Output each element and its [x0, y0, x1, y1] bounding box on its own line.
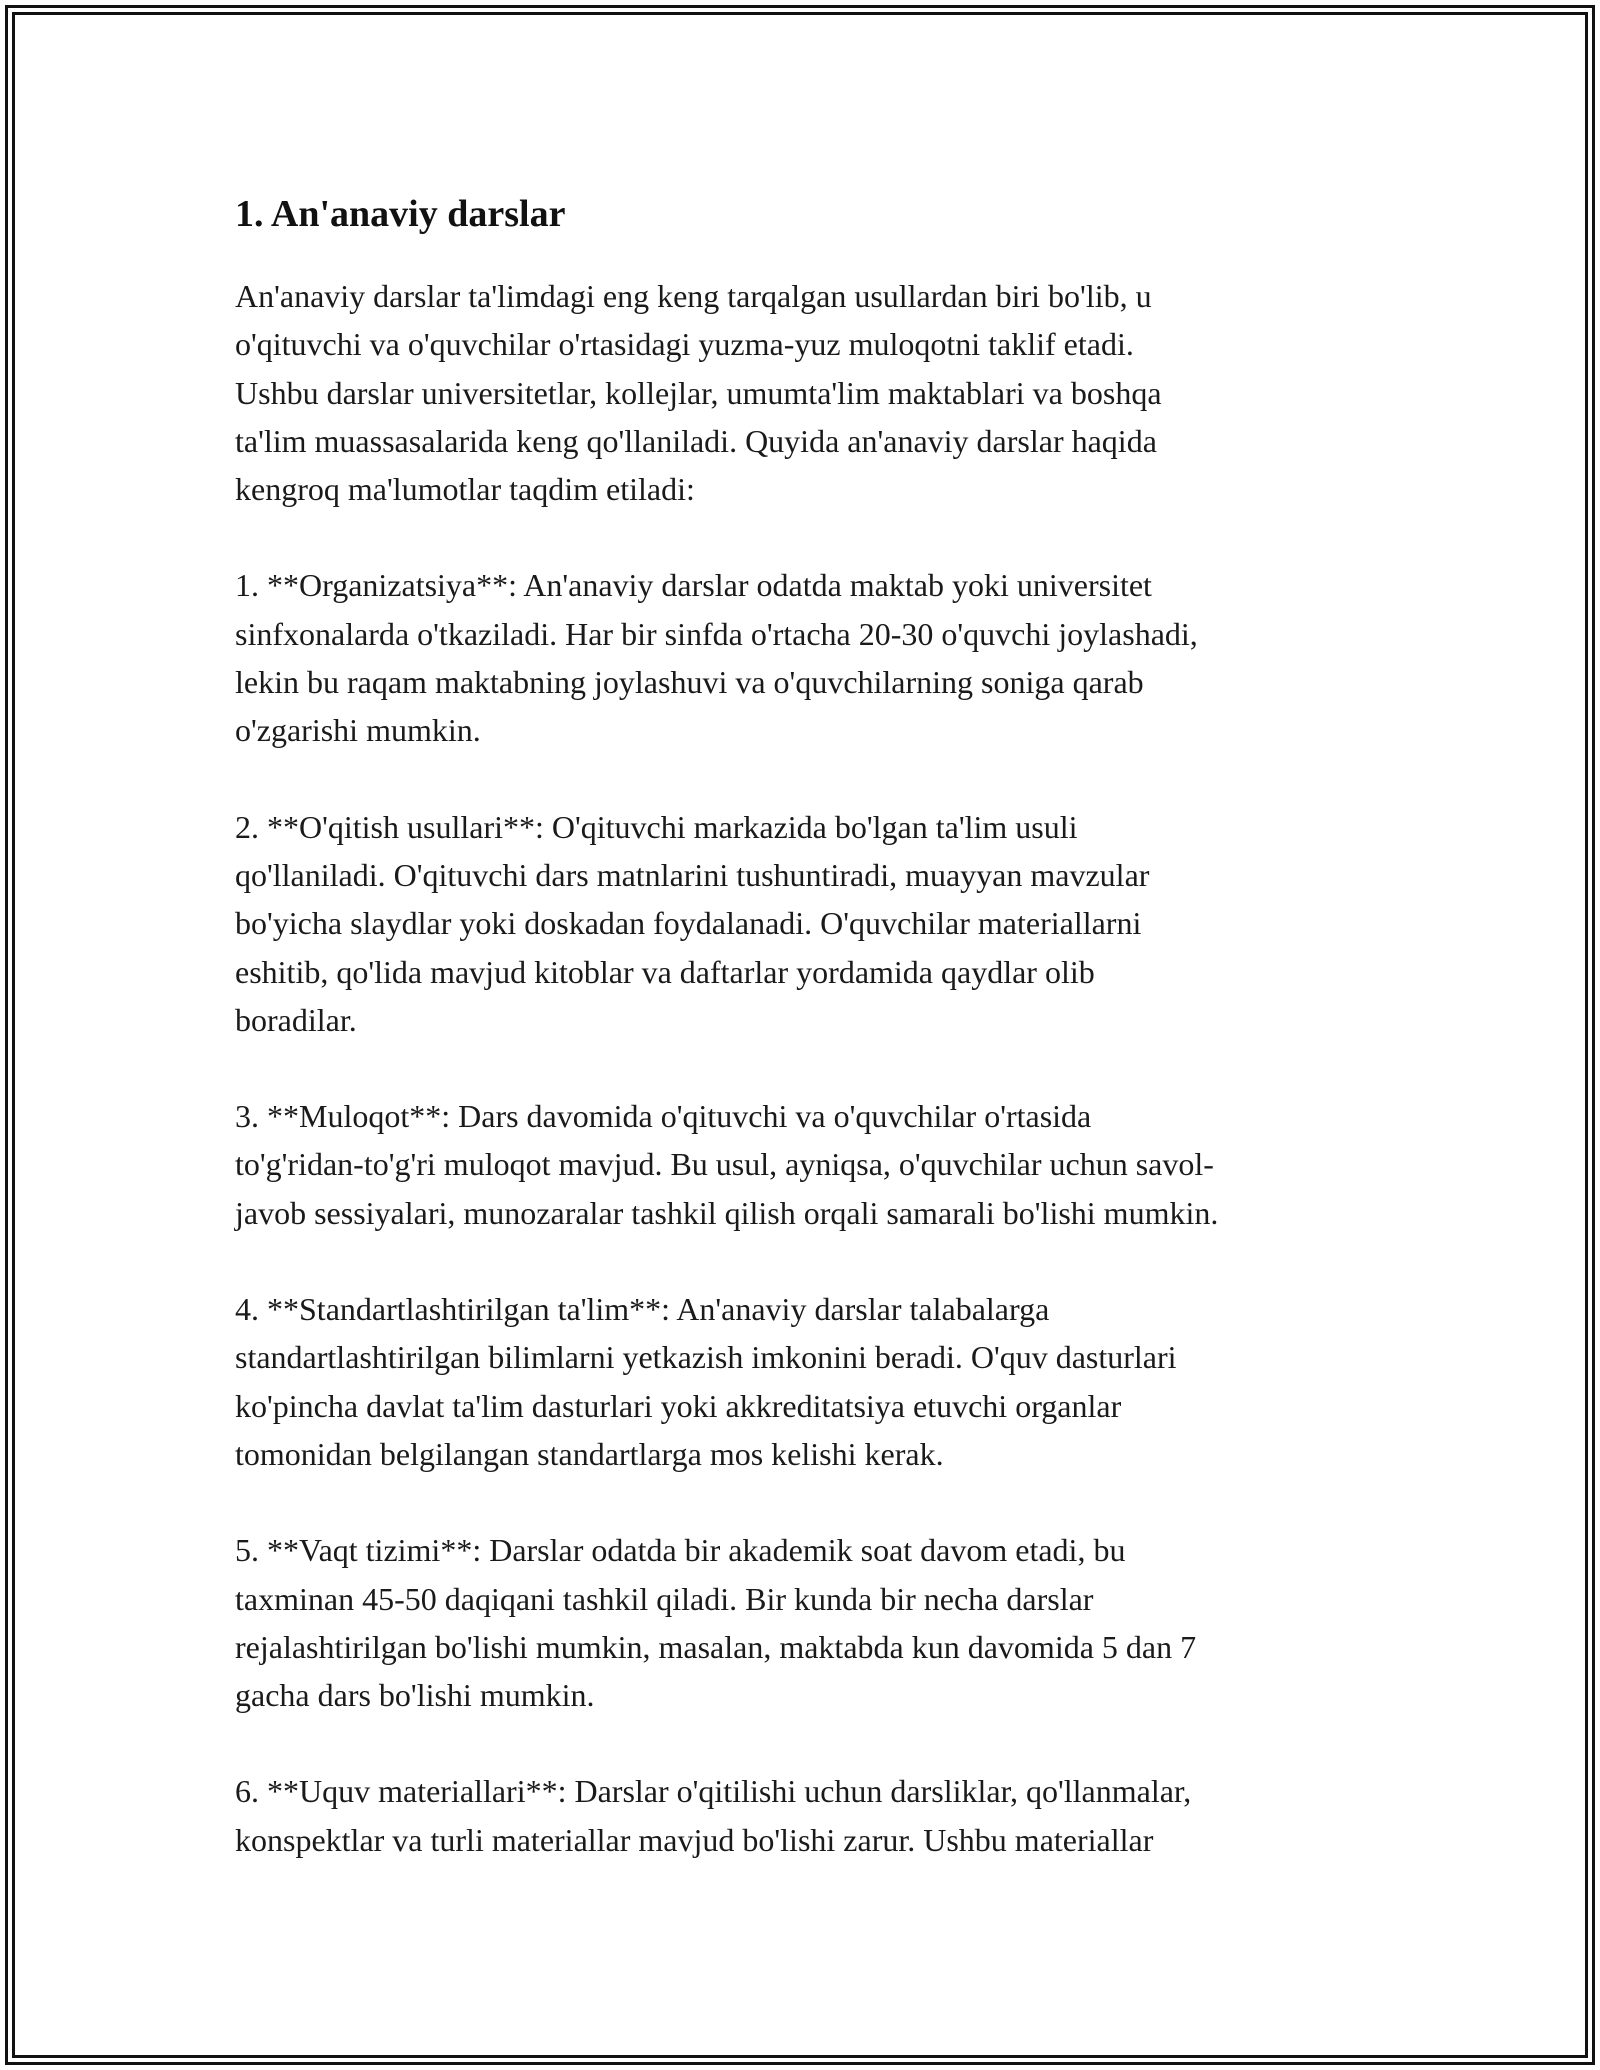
intro-paragraph: [235, 272, 1415, 513]
text-line: Ushbu darslar universitetlar, kollejlar, umumta'lim maktablari va boshqa: [235, 374, 1162, 411]
text-line: kengroq ma'lumotlar taqdim etiladi:: [235, 471, 695, 508]
document-body: [235, 186, 1415, 1912]
text-line: ta'lim muassasalarida keng qo'llaniladi. Quyida an'anaviy darslar haqida: [235, 422, 1157, 459]
text-line: o'zgarishi mumkin.: [235, 712, 481, 749]
text-line: gacha dars bo'lishi mumkin.: [235, 1677, 595, 1714]
text-line: lekin bu raqam maktabning joylashuvi va o'quvchilarning soniga qarab: [235, 664, 1144, 701]
item-uquv-materiallari: [235, 1767, 1415, 1864]
text-line: boradilar.: [235, 1001, 357, 1038]
text-line: to'g'ridan-to'g'ri muloqot mavjud. Bu usul, ayniqsa, o'quvchilar uchun savol-: [235, 1146, 1214, 1183]
text-line: 3. **Muloqot**: Dars davomida o'qituvchi va o'quvchilar o'rtasida: [235, 1098, 1092, 1135]
section-heading: 1. An'anaviy darslar: [235, 193, 566, 235]
item-oqitish-usullari: [235, 803, 1415, 1044]
text-line: standartlashtirilgan bilimlarni yetkazish imkonini beradi. O'quv dasturlari: [235, 1339, 1177, 1376]
text-line: sinfxonalarda o'tkaziladi. Har bir sinfda o'rtacha 20-30 o'quvchi joylashadi,: [235, 615, 1198, 652]
text-line: taxminan 45-50 daqiqani tashkil qiladi. Bir kunda bir necha darslar: [235, 1580, 1094, 1617]
text-line: 2. **O'qitish usullari**: O'qituvchi markazida bo'lgan ta'lim usuli: [235, 808, 1078, 845]
text-line: o'qituvchi va o'quvchilar o'rtasidagi yuzma-yuz muloqotni taklif etadi.: [235, 326, 1134, 363]
text-line: rejalashtirilgan bo'lishi mumkin, masalan, maktabda kun davomida 5 dan 7: [235, 1628, 1197, 1665]
item-standartlashtirilgan-talim: [235, 1285, 1415, 1478]
text-line: ko'pincha davlat ta'lim dasturlari yoki akkreditatsiya etuvchi organlar: [235, 1387, 1122, 1424]
text-line: 4. **Standartlashtirilgan ta'lim**: An'anaviy darslar talabalarga: [235, 1291, 1050, 1328]
text-line: tomonidan belgilangan standartlarga mos kelishi kerak.: [235, 1435, 944, 1472]
item-muloqot: [235, 1092, 1415, 1237]
text-line: konspektlar va turli materiallar mavjud bo'lishi zarur. Ushbu materiallar: [235, 1821, 1154, 1858]
text-line: eshitib, qo'lida mavjud kitoblar va daftarlar yordamida qaydlar olib: [235, 953, 1095, 990]
item-vaqt-tizimi: [235, 1526, 1415, 1719]
text-line: bo'yicha slaydlar yoki doskadan foydalanadi. O'quvchilar materiallarni: [235, 905, 1142, 942]
item-organizatsiya: [235, 561, 1415, 754]
text-line: javob sessiyalari, munozaralar tashkil qilish orqali samarali bo'lishi mumkin.: [235, 1194, 1219, 1231]
text-line: qo'llaniladi. O'qituvchi dars matnlarini tushuntiradi, muayyan mavzular: [235, 856, 1150, 893]
text-line: 5. **Vaqt tizimi**: Darslar odatda bir akademik soat davom etadi, bu: [235, 1532, 1126, 1569]
text-line: 6. **Uquv materiallari**: Darslar o'qitilishi uchun darsliklar, qo'llanmalar,: [235, 1773, 1192, 1810]
text-line: An'anaviy darslar ta'limdagi eng keng tarqalgan usullardan biri bo'lib, u: [235, 278, 1152, 314]
text-line: 1. **Organizatsiya**: An'anaviy darslar odatda maktab yoki universitet: [235, 567, 1152, 604]
